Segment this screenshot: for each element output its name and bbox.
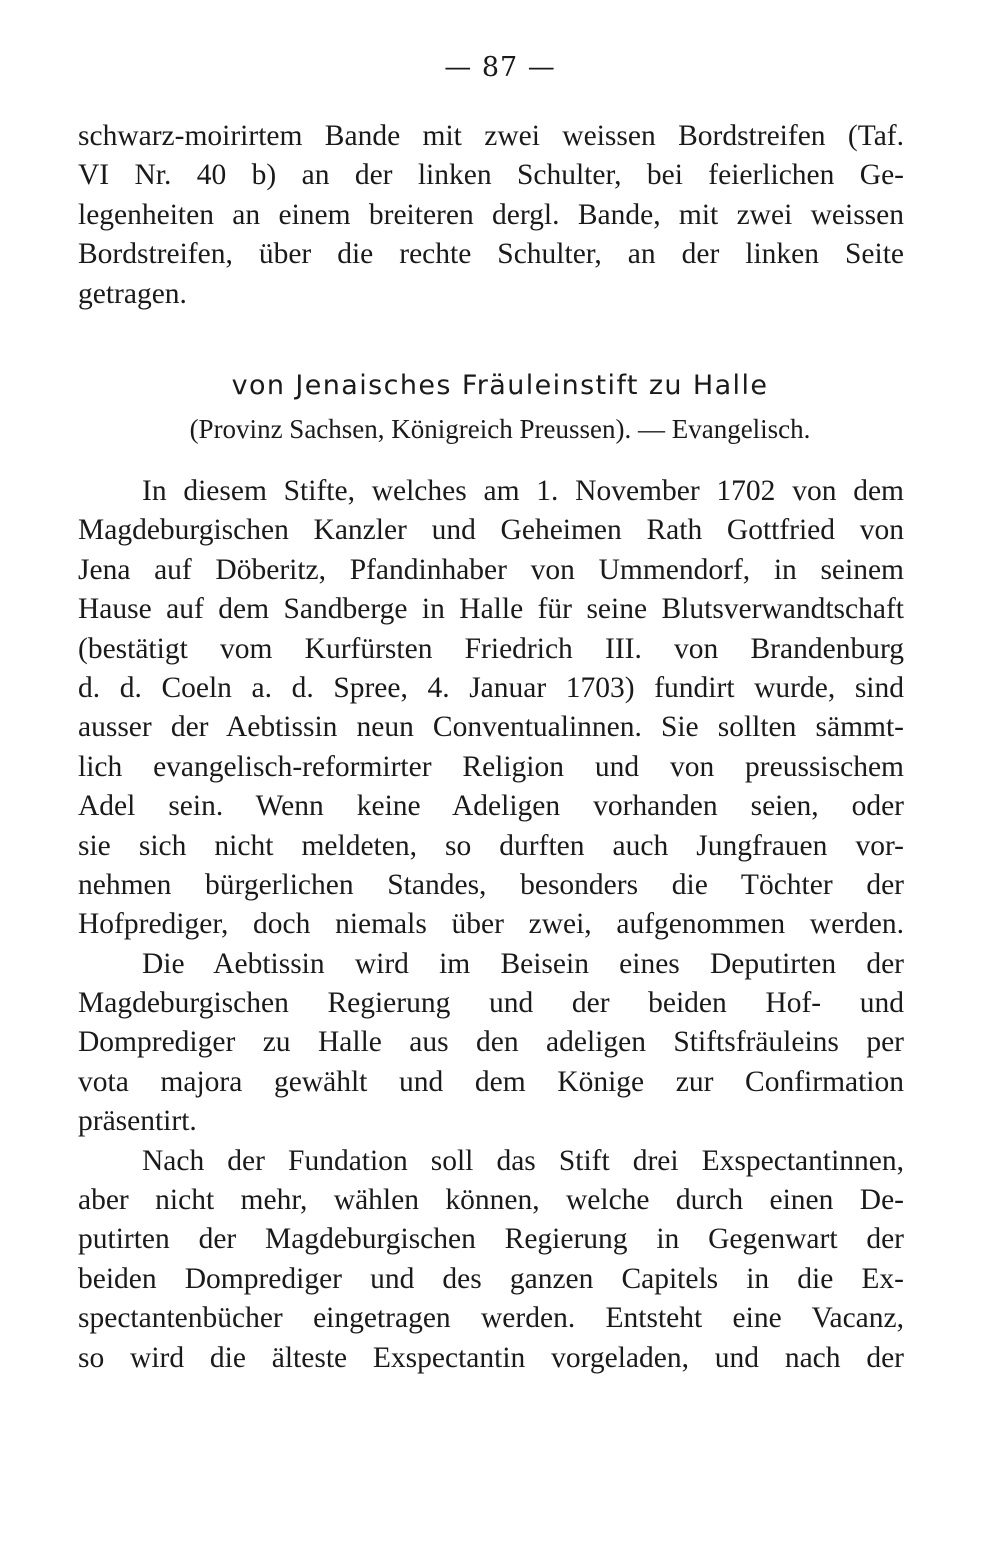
page-number: — 87 — [444, 52, 556, 83]
text-line: In diesem Stifte, welches am 1. November 1702 von dem [142, 475, 904, 507]
text-line: sie sich nicht meldeten, so durften auch Jungfrauen vor- [78, 829, 904, 862]
text-line: so wird die älteste Exspectantin vorgeladen, und nach der [78, 1341, 904, 1374]
text-line: legenheiten an einem breiteren dergl. Bande, mit zwei weissen [78, 198, 904, 231]
text-line: (bestätigt vom Kurfürsten Friedrich III. von Brandenburg [78, 632, 904, 665]
text-line: Domprediger zu Halle aus den adeligen Stiftsfräuleins per [78, 1026, 904, 1059]
section-subtitle: (Provinz Sachsen, Königreich Preussen). — Evangelisch. [189, 414, 811, 444]
text-line: schwarz-moirirtem Bande mit zwei weissen Bordstreifen (Taf. [78, 120, 904, 152]
section-title: von Jenaisches Fräuleinstift zu Halle [231, 370, 769, 401]
text-line: Jena auf Döberitz, Pfandinhaber von Ummendorf, in seinem [78, 553, 904, 586]
text-line: lich evangelisch-reformirter Religion und von preussischem [78, 750, 904, 783]
text-line: beiden Domprediger und des ganzen Capitels in die Ex- [78, 1262, 904, 1295]
text-line: präsentirt. [78, 1105, 197, 1138]
text-line: nehmen bürgerlichen Standes, besonders die Töchter der [78, 868, 904, 901]
text-line: vota majora gewählt und dem Könige zur Confirmation [78, 1065, 904, 1098]
paragraph-founding [78, 472, 904, 1378]
text-line: Bordstreifen, über die rechte Schulter, an der linken Seite [78, 238, 904, 271]
text-line: spectantenbücher eingetragen werden. Entsteht eine Vacanz, [78, 1302, 904, 1335]
text-line: VI Nr. 40 b) an der linken Schulter, bei feierlichen Ge- [78, 159, 904, 192]
intro-paragraph [78, 117, 904, 314]
text-line: Magdeburgischen Kanzler und Geheimen Rath Gottfried von [78, 514, 904, 547]
text-line: Nach der Fundation soll das Stift drei Exspectantinnen, [142, 1144, 904, 1177]
text-line: d. d. Coeln a. d. Spree, 4. Januar 1703) fundirt wurde, sind [78, 671, 904, 704]
text-line: getragen. [78, 277, 187, 310]
text-line: Hause auf dem Sandberge in Halle für seine Blutsverwandtschaft [78, 593, 904, 626]
text-line: Adel sein. Wenn keine Adeligen vorhanden seien, oder [78, 790, 904, 823]
text-line: ausser der Aebtissin neun Conventualinnen. Sie sollten sämmt- [78, 711, 904, 744]
text-line: Die Aebtissin wird im Beisein eines Deputirten der [142, 947, 904, 980]
text-line: aber nicht mehr, wählen können, welche durch einen De- [78, 1184, 904, 1217]
text-line: putirten der Magdeburgischen Regierung in Gegenwart der [78, 1223, 904, 1256]
text-line: Magdeburgischen Regierung und der beiden Hof- und [78, 987, 904, 1020]
text-line: Hofprediger, doch niemals über zwei, aufgenommen werden. [78, 908, 904, 941]
